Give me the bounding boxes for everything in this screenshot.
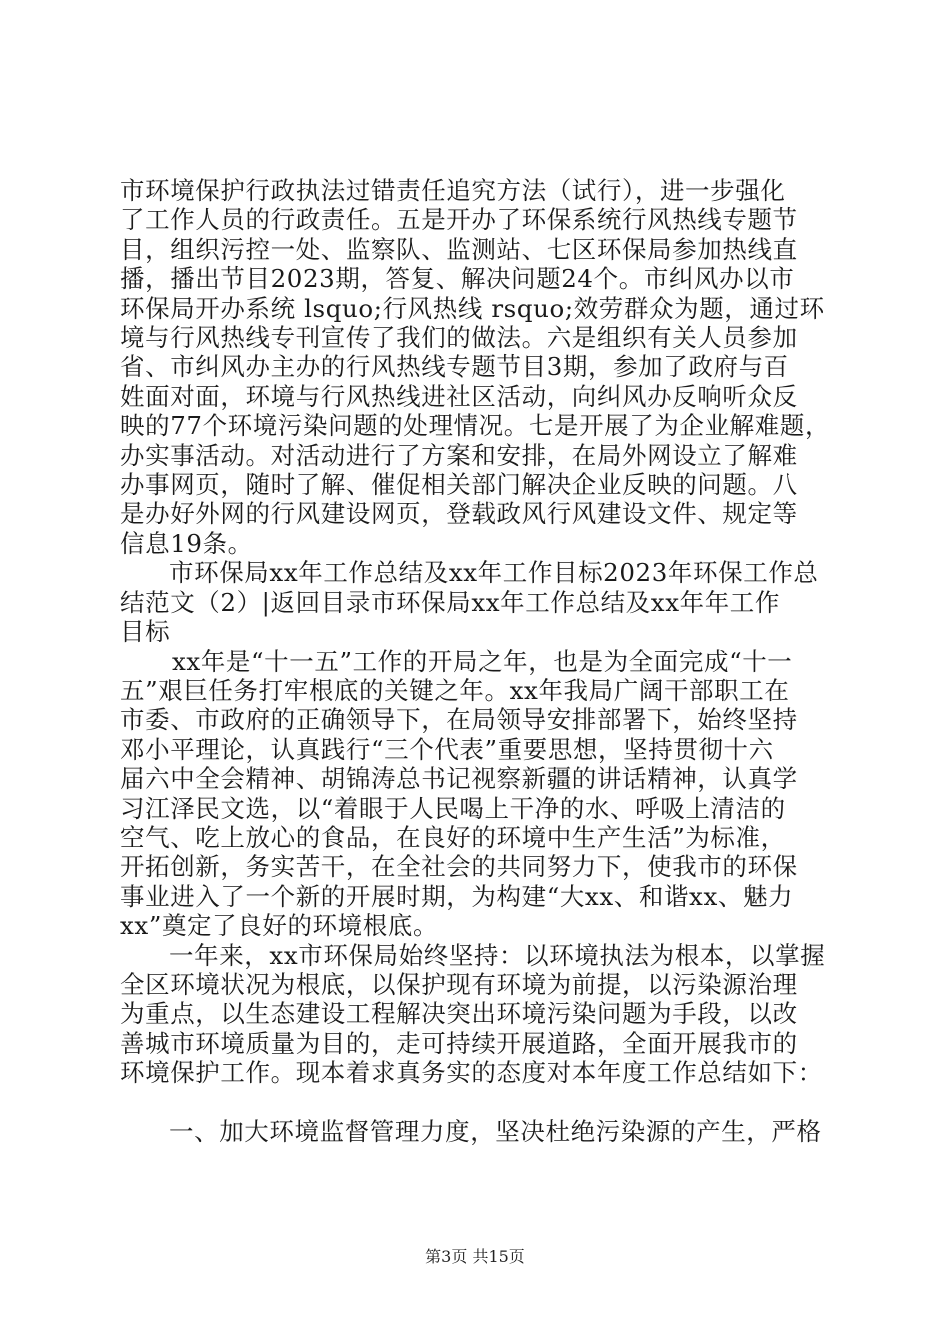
- page-number-footer: 第3页 共15页: [425, 1247, 525, 1266]
- text-line: 空气、吃上放心的食品，在良好的环境中生产生活”为标准，: [120, 822, 786, 852]
- paragraph-2-heading: [120, 558, 840, 646]
- text-line: 目标: [120, 617, 171, 647]
- document-body: [120, 176, 840, 1146]
- text-line: 境与行风热线专刊宣传了我们的做法。六是组织有关人员参加: [120, 323, 798, 353]
- text-line: 播，播出节目2023期，答复、解决问题24个。市纠风办以市: [120, 264, 795, 294]
- text-line: 善城市环境质量为目的，走可持续开展道路，全面开展我市的: [120, 1028, 798, 1058]
- text-line: 全区环境状况为根底，以保护现有环境为前提，以污染源治理: [120, 969, 798, 999]
- text-line: 结范文（2）|返回目录市环保局xx年工作总结及xx年年工作: [120, 587, 781, 617]
- text-line: 届六中全会精神、胡锦涛总书记视察新疆的讲话精神，认真学: [120, 764, 798, 794]
- text-line: 了工作人员的行政责任。五是开办了环保系统行风热线专题节: [120, 205, 798, 235]
- text-line: 环保局开办系统 lsquo;行风热线 rsquo;效劳群众为题，通过环: [120, 293, 825, 323]
- text-line: xx”奠定了良好的环境根底。: [120, 911, 439, 941]
- paragraph-5: [120, 1117, 840, 1146]
- text-line: 邓小平理论，认真践行“三个代表”重要思想，坚持贯彻十六: [120, 734, 774, 764]
- text-line: 是办好外网的行风建设网页，登载政风行风建设文件、规定等: [120, 499, 798, 529]
- text-line: 为重点，以生态建设工程解决突出环境污染问题为手段，以改: [120, 999, 798, 1029]
- text-line: 一年来，xx市环保局始终坚持：以环境执法为根本，以掌握: [169, 940, 826, 970]
- text-line: xx年是“十一五”工作的开局之年，也是为全面完成“十一: [172, 646, 793, 676]
- text-line: 开拓创新，务实苦干，在全社会的共同努力下，使我市的环保: [120, 852, 798, 882]
- text-line: 映的77个环境污染问题的处理情况。七是开展了为企业解难题，: [120, 411, 831, 441]
- text-line: 环境保护工作。现本着求真务实的态度对本年度工作总结如下：: [120, 1058, 823, 1088]
- text-line: 目，组织污控一处、监察队、监测站、七区环保局参加热线直: [120, 234, 798, 264]
- paragraph-1: [120, 176, 840, 558]
- text-line: 事业进入了一个新的开展时期，为构建“大xx、和谐xx、魅力: [120, 881, 794, 911]
- text-line: 习江泽民文选，以“着眼于人民喝上干净的水、呼吸上清洁的: [120, 793, 786, 823]
- paragraph-3: [120, 647, 840, 941]
- text-line: 市委、市政府的正确领导下，在局领导安排部署下，始终坚持: [120, 705, 798, 735]
- text-line: 省、市纠风办主办的行风热线专题节目3期，参加了政府与百: [120, 352, 789, 382]
- text-line: 市环境保护行政执法过错责任追究方法（试行），进一步强化: [120, 176, 786, 205]
- text-line: 市环保局xx年工作总结及xx年工作目标2023年环保工作总: [169, 558, 819, 588]
- text-line: 姓面对面，环境与行风热线进社区活动，向纠风办反响听众反: [120, 381, 798, 411]
- text-line: 信息19条。: [120, 528, 253, 558]
- paragraph-4: [120, 941, 840, 1088]
- text-line: 办事网页，随时了解、催促相关部门解决企业反映的问题。八: [120, 470, 798, 500]
- text-line: 办实事活动。对活动进行了方案和安排，在局外网设立了解难: [120, 440, 798, 470]
- text-line: 一、加大环境监督管理力度，坚决杜绝污染源的产生，严格: [169, 1116, 822, 1146]
- text-line: 五”艰巨任务打牢根底的关键之年。xx年我局广阔干部职工在: [120, 675, 790, 705]
